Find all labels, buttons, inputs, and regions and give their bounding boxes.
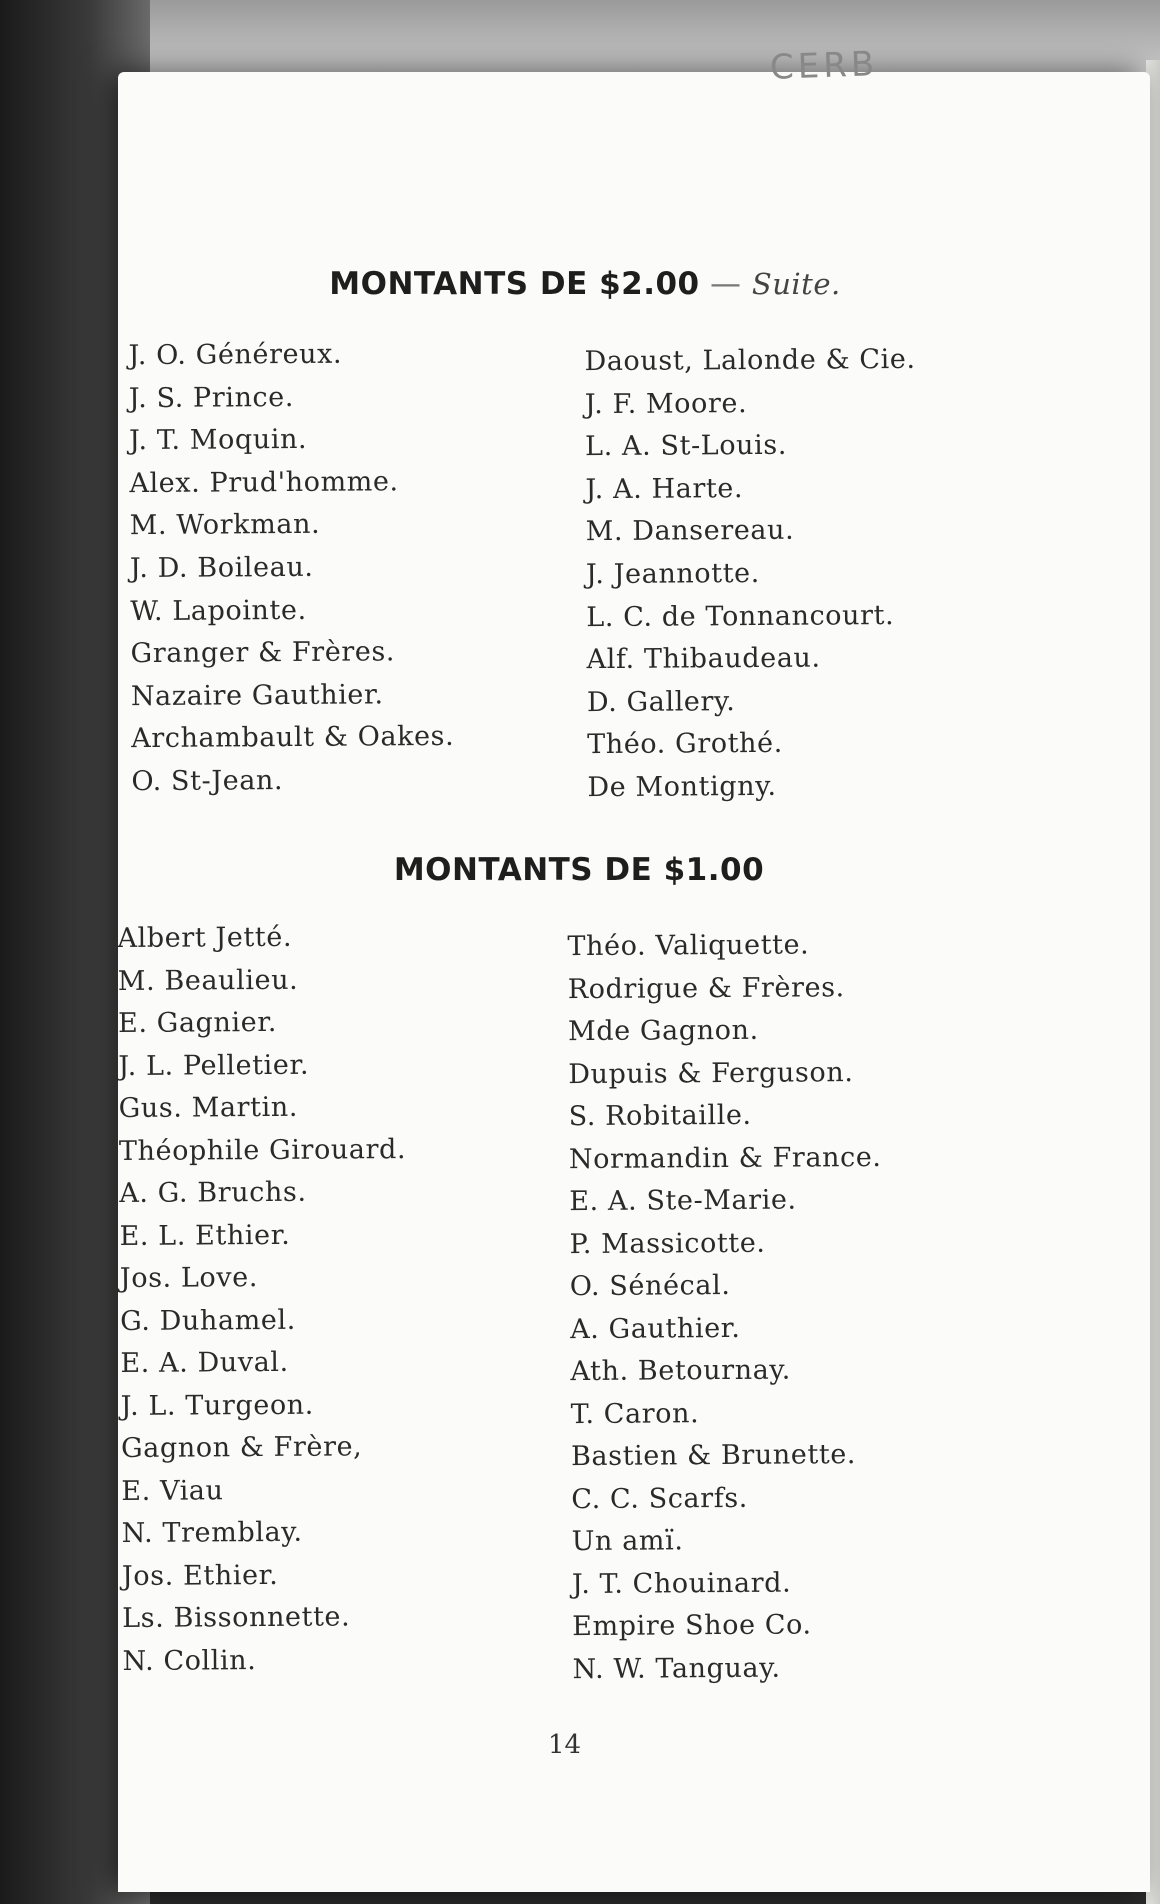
name-entry: J. A. Harte. (585, 472, 744, 505)
name-entry: De Montigny. (587, 770, 777, 804)
name-entry: Un amï. (571, 1525, 684, 1558)
name-entry: Daoust, Lalonde & Cie. (584, 343, 916, 378)
name-entry: Normandin & France. (568, 1141, 882, 1175)
name-entry: Théo. Valiquette. (567, 929, 810, 963)
name-entry: Théophile Girouard. (118, 1133, 407, 1167)
name-entry: Ath. Betournay. (570, 1354, 791, 1388)
name-entry: J. L. Pelletier. (118, 1049, 310, 1082)
page-number: 14 (548, 1730, 582, 1760)
name-entry: A. Gauthier. (570, 1312, 741, 1345)
name-entry: Bastien & Brunette. (570, 1439, 857, 1473)
name-entry: Mde Gagnon. (567, 1014, 759, 1048)
section-heading-2-dollars (5, 266, 1160, 302)
name-entry: Théo. Grothé. (587, 728, 783, 761)
name-entry: Jos. Ethier. (121, 1559, 279, 1592)
name-entry: J. D. Boileau. (129, 551, 314, 585)
name-entry: E. A. Ste-Marie. (569, 1184, 797, 1218)
name-entry: J. Jeannotte. (585, 557, 760, 591)
name-entry: L. C. de Tonnancourt. (586, 599, 895, 633)
section-title: MONTANTS DE $2.00 (329, 266, 700, 302)
name-entry: Rodrigue & Frères. (567, 971, 845, 1005)
name-entry: S. Robitaille. (568, 1099, 752, 1133)
name-entry: P. Massicotte. (569, 1227, 766, 1260)
name-entry: Dupuis & Ferguson. (568, 1056, 854, 1090)
name-entry: E. Viau (121, 1474, 224, 1507)
name-entry: N. Collin. (122, 1644, 257, 1677)
name-entry: C. C. Scarfs. (571, 1482, 749, 1515)
name-entry: J. S. Prince. (128, 381, 295, 414)
name-entry: J. T. Moquin. (128, 424, 308, 457)
name-entry: N. Tremblay. (121, 1516, 303, 1549)
name-entry: T. Caron. (570, 1397, 700, 1430)
name-entry: D. Gallery. (586, 685, 736, 718)
name-entry: W. Lapointe. (130, 594, 307, 627)
name-entry: L. A. St-Louis. (584, 429, 788, 463)
name-entry: J. L. Turgeon. (120, 1389, 315, 1422)
name-entry: Archambault & Oakes. (131, 721, 455, 755)
name-entry: J. T. Chouinard. (571, 1567, 792, 1600)
name-entry: Granger & Frères. (130, 636, 396, 670)
name-entry: E. L. Ethier. (119, 1219, 291, 1252)
heading-dash: — (699, 266, 752, 302)
name-entry: N. W. Tanguay. (572, 1652, 781, 1685)
name-entry: Ls. Bissonnette. (122, 1601, 351, 1634)
name-entry: G. Duhamel. (120, 1304, 296, 1337)
name-entry: A. G. Bruchs. (119, 1176, 307, 1210)
names-column-left (128, 333, 454, 804)
name-entry: M. Dansereau. (585, 515, 795, 548)
name-entry: Albert Jetté. (117, 921, 293, 955)
section-heading-1-dollar: MONTANTS DE $1.00 (393, 852, 765, 888)
name-entry: M. Workman. (129, 509, 321, 542)
name-entry: Gagnon & Frère, (120, 1431, 363, 1464)
name-entry: Empire Shoe Co. (572, 1609, 812, 1643)
name-entry: Nazaire Gauthier. (130, 679, 384, 712)
name-entry: Gus. Martin. (118, 1091, 299, 1125)
names-column-right (567, 924, 885, 1691)
name-entry: Jos. Love. (119, 1262, 259, 1295)
name-entry: O. St-Jean. (131, 765, 284, 798)
names-column-right (584, 339, 918, 810)
name-entry: E. Gagnier. (117, 1006, 278, 1040)
name-entry: M. Beaulieu. (117, 964, 299, 997)
name-entry: Alex. Prud'homme. (129, 466, 399, 499)
header-mark: CERB (769, 44, 879, 88)
heading-suffix: Suite. (751, 267, 841, 301)
name-entry: E. A. Duval. (120, 1346, 289, 1380)
name-entry: J. O. Généreux. (128, 338, 343, 372)
name-entry: J. F. Moore. (584, 387, 748, 420)
names-column-left (117, 916, 410, 1683)
name-entry: O. Sénécal. (569, 1269, 731, 1303)
name-entry: Alf. Thibaudeau. (586, 642, 821, 676)
